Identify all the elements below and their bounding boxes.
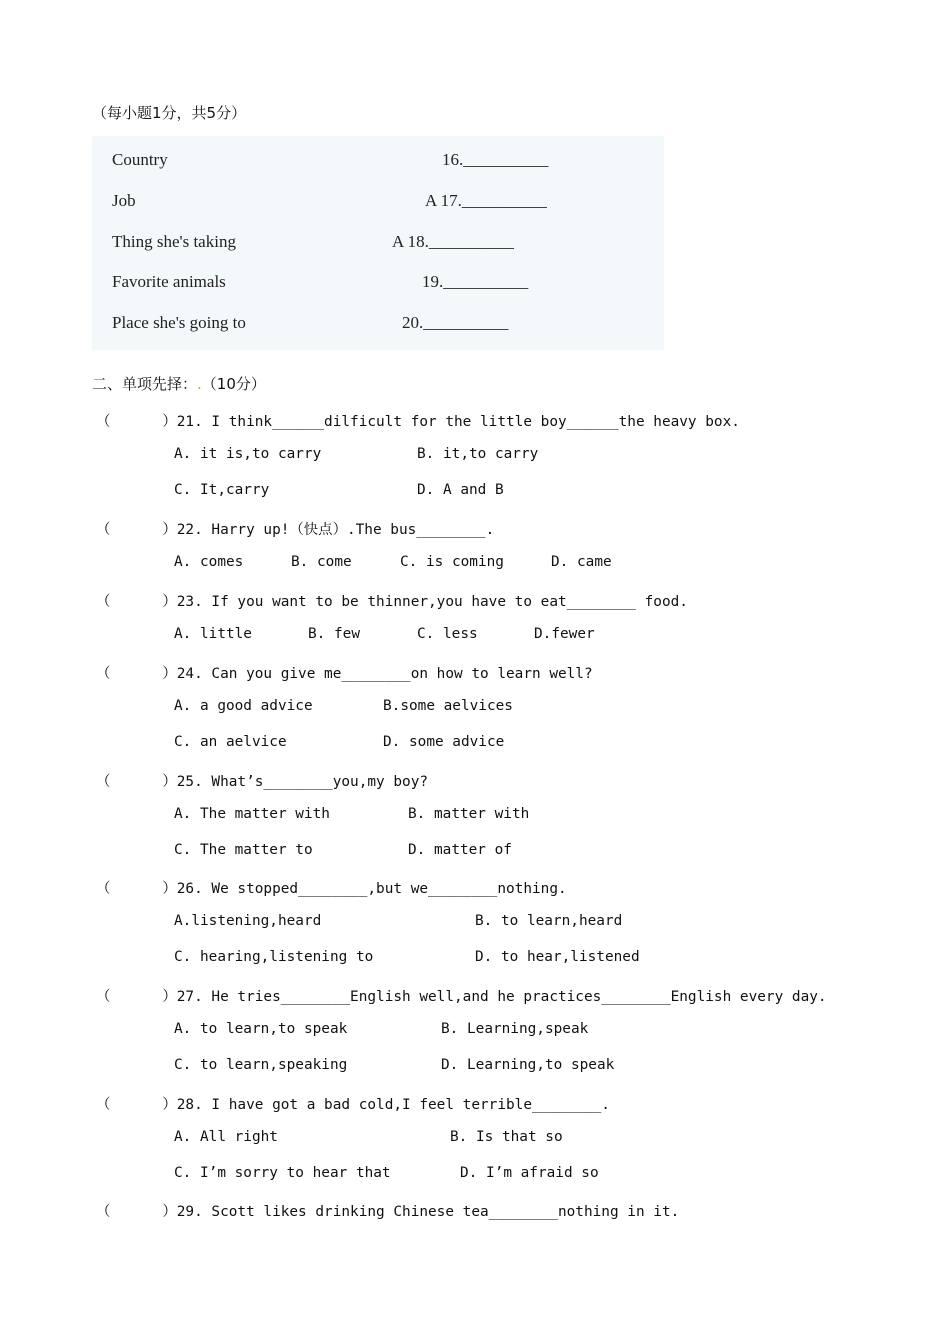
- question-29: [96, 1200, 679, 1221]
- option-21-d: D. A and B: [417, 482, 504, 498]
- answer-bracket[interactable]: （ ）: [96, 989, 177, 1005]
- option-26-c: C. hearing,listening to: [174, 949, 374, 965]
- question-stem: 28. I have got a bad cold,I feel terrible________.: [176, 1097, 610, 1113]
- option-24-c: C. an aelvice: [174, 734, 287, 750]
- section2-title: 二、单项先择：: [92, 375, 198, 393]
- option-28-c: C. I’m sorry to hear that: [174, 1165, 391, 1181]
- answer-bracket[interactable]: （ ）: [96, 414, 177, 430]
- option-27-a: A. to learn,to speak: [174, 1021, 348, 1037]
- option-26-d: D. to hear,listened: [475, 949, 640, 965]
- question-27: [96, 985, 827, 1006]
- option-27-b: B. Learning,speak: [441, 1021, 589, 1037]
- answer-bracket[interactable]: （ ）: [96, 881, 177, 897]
- option-25-d: D. matter of: [408, 842, 512, 858]
- table-label-job: Job: [112, 191, 136, 210]
- table-label-country: Country: [112, 150, 168, 169]
- option-23-c: C. less: [417, 626, 478, 642]
- table-answer-18[interactable]: A 18.__________: [392, 232, 514, 251]
- option-28-a: A. All right: [174, 1129, 278, 1145]
- option-25-a: A. The matter with: [174, 806, 330, 822]
- option-21-b: B. it,to carry: [417, 446, 539, 462]
- option-23-a: A. little: [174, 626, 252, 642]
- option-23-b: B. few: [308, 626, 360, 642]
- question-21: [96, 410, 740, 431]
- question-stem: 26. We stopped________,but we________nothing.: [176, 881, 567, 897]
- table-answer-17[interactable]: A 17.__________: [425, 191, 547, 210]
- option-24-b: B.some aelvices: [383, 698, 513, 714]
- option-21-a: A. it is,to carry: [174, 446, 322, 462]
- section2-dot: .: [197, 375, 202, 393]
- table-answer-19[interactable]: 19.__________: [422, 272, 529, 291]
- question-26: [96, 877, 567, 898]
- option-22-a: A. comes: [174, 554, 244, 570]
- option-27-d: D. Learning,to speak: [441, 1057, 615, 1073]
- question-stem: 24. Can you give me________on how to learn well?: [176, 666, 593, 682]
- answer-bracket[interactable]: （ ）: [96, 594, 177, 610]
- option-21-c: C. It,carry: [174, 482, 270, 498]
- option-26-a: A.listening,heard: [174, 913, 322, 929]
- score-note: （每小题1分，共5分）: [92, 104, 247, 122]
- answer-table: [92, 136, 664, 350]
- question-23: [96, 590, 688, 611]
- option-23-d: D.fewer: [534, 626, 595, 642]
- answer-bracket[interactable]: （ ）: [96, 1097, 177, 1113]
- option-24-d: D. some advice: [383, 734, 505, 750]
- question-24: [96, 662, 593, 683]
- question-stem: 21. I think______dilficult for the little boy______the heavy box.: [176, 414, 740, 430]
- option-22-c: C. is coming: [400, 554, 504, 570]
- table-answer-16[interactable]: 16.__________: [442, 150, 549, 169]
- option-28-b: B. Is that so: [450, 1129, 563, 1145]
- section2-score: （10分）: [201, 375, 266, 393]
- question-stem: 29. Scott likes drinking Chinese tea________nothing in it.: [176, 1204, 680, 1220]
- question-22: [96, 518, 494, 539]
- question-stem: 25. What’s________you,my boy?: [176, 774, 429, 790]
- question-stem: 22. Harry up!（快点）.The bus________.: [176, 522, 495, 538]
- table-answer-20[interactable]: 20.__________: [402, 313, 509, 332]
- option-28-d: D. I’m afraid so: [460, 1165, 599, 1181]
- option-25-c: C. The matter to: [174, 842, 313, 858]
- table-label-thing: Thing she's taking: [112, 232, 236, 251]
- answer-bracket[interactable]: （ ）: [96, 522, 177, 538]
- answer-bracket[interactable]: （ ）: [96, 1204, 177, 1220]
- option-25-b: B. matter with: [408, 806, 530, 822]
- answer-bracket[interactable]: （ ）: [96, 774, 177, 790]
- option-24-a: A. a good advice: [174, 698, 313, 714]
- option-26-b: B. to learn,heard: [475, 913, 623, 929]
- section2-heading: [92, 373, 266, 394]
- answer-bracket[interactable]: （ ）: [96, 666, 177, 682]
- question-28: [96, 1093, 610, 1114]
- table-label-place: Place she's going to: [112, 313, 246, 332]
- option-22-b: B. come: [291, 554, 352, 570]
- table-label-animals: Favorite animals: [112, 272, 226, 291]
- question-25: [96, 770, 428, 791]
- question-stem: 27. He tries________English well,and he practices________English every day.: [176, 989, 827, 1005]
- option-22-d: D. came: [551, 554, 612, 570]
- option-27-c: C. to learn,speaking: [174, 1057, 348, 1073]
- question-stem: 23. If you want to be thinner,you have to eat________ food.: [176, 594, 688, 610]
